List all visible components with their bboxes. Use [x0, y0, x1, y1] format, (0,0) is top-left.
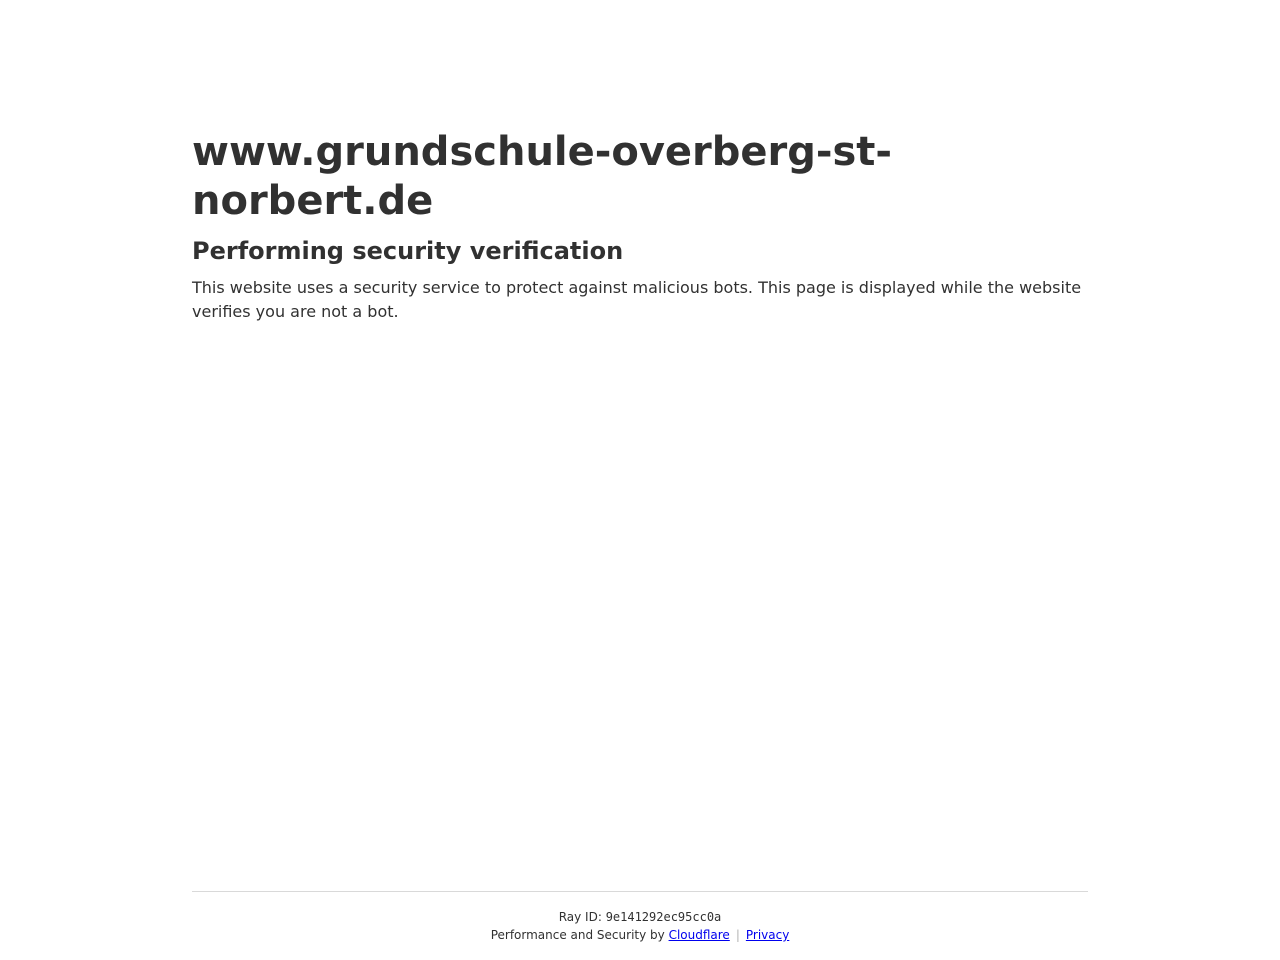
privacy-link[interactable]: Privacy: [745, 928, 790, 942]
ray-id-value: 9e141292ec95cc0a: [605, 910, 722, 924]
footer-separator: |: [735, 928, 740, 942]
ray-id-line: [192, 909, 1088, 925]
cloudflare-link[interactable]: Cloudflare: [668, 928, 730, 942]
footer: [192, 891, 1088, 943]
performance-text: Performance and Security by: [490, 928, 669, 942]
site-title: www.grundschule-overberg-st-norbert.de: [192, 129, 893, 224]
ray-id-label: Ray ID:: [558, 910, 606, 924]
verification-description: This website uses a security service to protect against malicious bots. This page is displayed while the website verifies you are not a bot.: [192, 278, 1082, 321]
verification-heading: Performing security verification: [192, 237, 624, 265]
performance-line: [192, 927, 1088, 943]
main-content: [192, 128, 1088, 324]
